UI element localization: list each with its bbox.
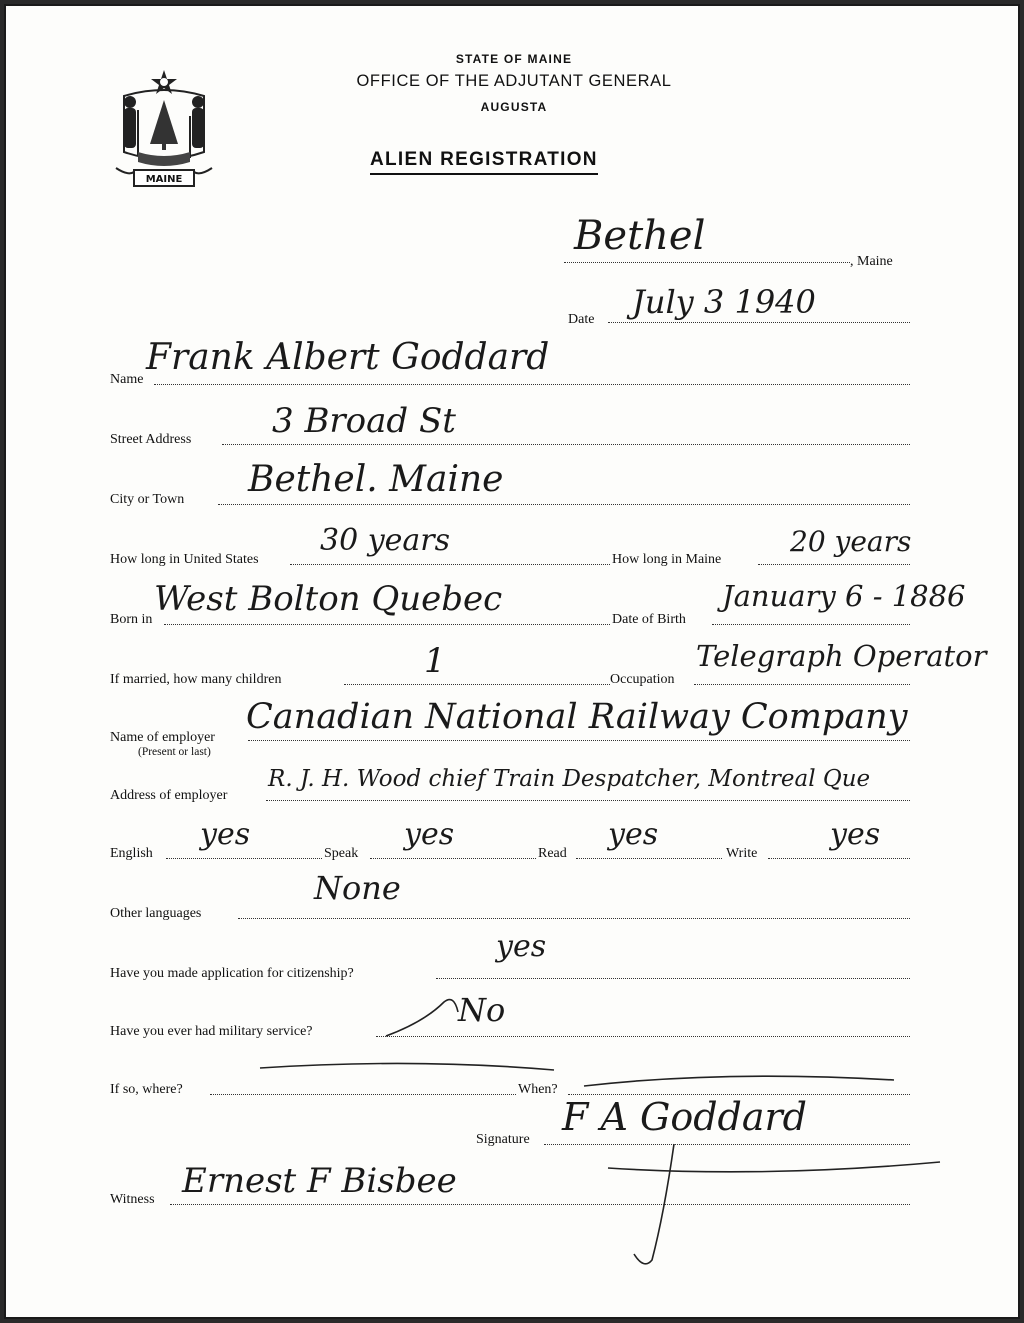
- header-state: STATE OF MAINE: [455, 52, 573, 66]
- employer-entry: Canadian National Railway Company: [246, 697, 908, 737]
- military-label: Have you ever had military service?: [110, 1024, 313, 1039]
- how-long-us-label: How long in United States: [110, 552, 259, 567]
- born-in-line: [164, 624, 610, 625]
- date-label: Date: [568, 312, 595, 327]
- speak-entry: yes: [404, 817, 455, 852]
- header-city: AUGUSTA: [480, 100, 548, 114]
- children-entry: 1: [424, 641, 446, 681]
- read-entry: yes: [608, 817, 659, 852]
- employer-address-label: Address of employer: [110, 788, 228, 803]
- when-label: When?: [518, 1082, 558, 1097]
- name-line: [154, 384, 910, 385]
- place-suffix-label: , Maine: [850, 254, 893, 269]
- how-long-maine-line: [758, 564, 910, 565]
- children-line: [344, 684, 610, 685]
- born-in-label: Born in: [110, 612, 153, 627]
- how-long-us-entry: 30 years: [320, 523, 451, 558]
- name-label: Name: [110, 372, 144, 387]
- city-line: [218, 504, 910, 505]
- employer-line: [248, 740, 910, 741]
- dob-label: Date of Birth: [612, 612, 686, 627]
- employer-address-entry: R. J. H. Wood chief Train Despatcher, Montreal Que: [268, 766, 871, 792]
- street-line: [222, 444, 910, 445]
- read-line: [576, 858, 722, 859]
- signature-entry: F A Goddard: [562, 1095, 807, 1139]
- employer-address-line: [266, 800, 910, 801]
- english-label: English: [110, 846, 153, 861]
- other-languages-line: [238, 918, 910, 919]
- registration-form: [4, 4, 1020, 1319]
- other-languages-label: Other languages: [110, 906, 202, 921]
- read-label: Read: [538, 846, 567, 861]
- citizenship-label: Have you made application for citizenship?: [110, 966, 354, 981]
- date-line: [608, 322, 910, 323]
- witness-label: Witness: [110, 1192, 155, 1207]
- where-when-pen-strokes: [254, 1056, 914, 1096]
- how-long-us-line: [290, 564, 610, 565]
- name-entry: Frank Albert Goddard: [146, 337, 550, 378]
- born-in-entry: West Bolton Quebec: [154, 579, 503, 619]
- maine-state-seal: [108, 66, 220, 192]
- military-entry: No: [458, 991, 506, 1029]
- occupation-entry: Telegraph Operator: [696, 639, 987, 673]
- signature-label: Signature: [476, 1132, 530, 1147]
- citizenship-entry: yes: [496, 929, 547, 964]
- how-long-maine-label: How long in Maine: [612, 552, 722, 567]
- employer-label: Name of employer: [110, 730, 215, 745]
- street-label: Street Address: [110, 432, 192, 447]
- write-line: [768, 858, 910, 859]
- where-label: If so, where?: [110, 1082, 183, 1097]
- header-office: OFFICE OF THE ADJUTANT GENERAL: [356, 72, 672, 90]
- occupation-label: Occupation: [610, 672, 675, 687]
- form-title: ALIEN REGISTRATION: [370, 149, 598, 175]
- street-entry: 3 Broad St: [272, 401, 456, 441]
- witness-line: [170, 1204, 910, 1205]
- children-label: If married, how many children: [110, 672, 282, 687]
- place-line: [564, 262, 850, 263]
- occupation-line: [694, 684, 910, 685]
- dob-line: [712, 624, 910, 625]
- citizenship-line: [436, 978, 910, 979]
- english-entry: yes: [200, 817, 251, 852]
- how-long-maine-entry: 20 years: [790, 525, 912, 558]
- city-label: City or Town: [110, 492, 185, 507]
- place-entry: Bethel: [574, 213, 706, 259]
- city-entry: Bethel. Maine: [248, 459, 504, 500]
- military-pen-stroke: [384, 992, 474, 1042]
- seal-lettering: MAINE: [145, 174, 183, 185]
- witness-entry: Ernest F Bisbee: [182, 1161, 457, 1201]
- employer-note: (Present or last): [138, 746, 211, 758]
- speak-line: [370, 858, 536, 859]
- english-line: [166, 858, 322, 859]
- speak-label: Speak: [324, 846, 359, 861]
- write-label: Write: [726, 846, 758, 861]
- other-languages-entry: None: [314, 869, 401, 907]
- date-entry: July 3 1940: [632, 283, 816, 321]
- dob-entry: January 6 - 1886: [722, 579, 966, 613]
- write-entry: yes: [830, 817, 881, 852]
